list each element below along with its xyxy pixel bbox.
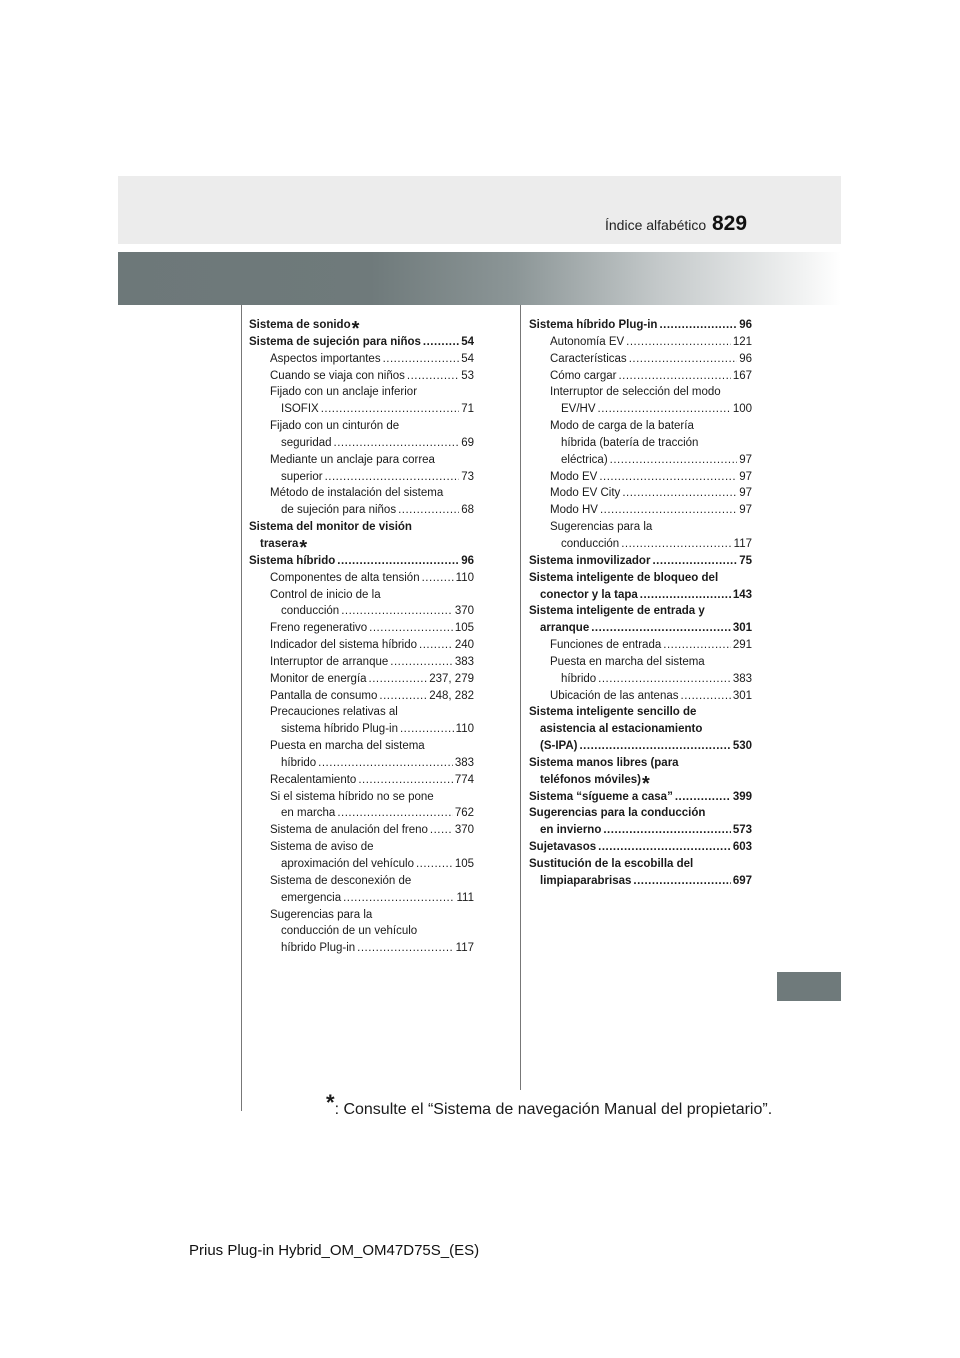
index-entry-text: seguridad	[281, 436, 332, 449]
side-index-tab	[777, 972, 841, 1001]
index-entry-text: Control de inicio de la	[270, 588, 381, 601]
footnote-asterisk: *	[299, 536, 308, 559]
dot-leader	[419, 637, 453, 654]
page-reference: 383	[454, 655, 474, 668]
index-entry-text: Sistema de sonido	[249, 319, 351, 331]
index-entry	[529, 603, 752, 620]
dot-leader	[398, 502, 459, 519]
index-entry-text: Sistema inteligente de bloqueo del	[529, 571, 719, 584]
index-entry	[529, 873, 752, 890]
index-entry	[249, 452, 474, 469]
dot-leader	[343, 890, 454, 907]
page-reference: 573	[732, 824, 752, 837]
page-reference: 54	[461, 335, 474, 348]
index-entry-text: Puesta en marcha del sistema	[270, 740, 425, 753]
footnote-marker: *	[326, 1090, 335, 1115]
index-entry	[249, 805, 474, 822]
index-entry	[529, 553, 752, 570]
footnote-asterisk: *	[641, 772, 650, 795]
page-reference: 603	[732, 841, 752, 854]
index-entry	[249, 317, 474, 340]
index-entry-text: de sujeción para niños	[281, 504, 397, 517]
footnote-asterisk: *	[351, 317, 360, 340]
index-entry	[249, 384, 474, 401]
page-reference: 105	[454, 858, 474, 870]
page-reference: 240	[454, 639, 474, 652]
index-entry	[529, 856, 752, 873]
gradient-banner	[118, 252, 841, 305]
index-entry	[249, 587, 474, 604]
index-entry-text: Componentes de alta tensión	[270, 571, 420, 584]
page-reference: 370	[454, 824, 474, 837]
index-entry-text: Autonomía EV	[550, 335, 625, 348]
index-entry	[529, 384, 752, 401]
footnote	[326, 1090, 772, 1119]
index-entry-text: Sistema híbrido Plug-in	[529, 319, 658, 331]
dot-leader	[610, 452, 738, 469]
page-reference: 301	[732, 689, 752, 702]
index-entry	[529, 654, 752, 671]
page-reference: 96	[739, 352, 752, 365]
index-entry-text: (S-IPA)	[540, 740, 578, 753]
index-entry-text: Sistema de desconexión de	[270, 874, 412, 887]
page-reference: 110	[455, 723, 474, 736]
index-entry	[249, 637, 474, 654]
index-entry	[249, 822, 474, 839]
dot-leader	[407, 368, 459, 385]
index-entry	[249, 755, 474, 772]
dot-leader	[325, 469, 460, 486]
index-column-right	[529, 317, 752, 890]
index-entry-text: Mediante un anclaje para correa	[270, 453, 435, 466]
index-entry-text: Sistema de anulación del freno	[270, 824, 428, 837]
dot-leader	[659, 317, 737, 334]
dot-leader	[598, 671, 731, 688]
index-entry	[249, 502, 474, 519]
index-entry	[529, 502, 752, 519]
index-entry	[529, 570, 752, 587]
dot-leader	[430, 822, 453, 839]
index-entry	[529, 805, 752, 822]
dot-leader	[422, 570, 454, 587]
index-entry	[529, 637, 752, 654]
index-entry	[529, 452, 752, 469]
index-entry-text: en invierno	[540, 824, 602, 837]
index-entry	[529, 519, 752, 536]
index-entry-text: Características	[550, 352, 627, 365]
index-entry-text: aproximación del vehículo	[281, 858, 414, 870]
dot-leader	[618, 368, 730, 385]
index-entry	[529, 351, 752, 368]
index-entry-text: Fijado con un anclaje inferior	[270, 386, 418, 399]
index-entry	[249, 334, 474, 351]
page-reference: 97	[739, 453, 752, 466]
index-entry	[529, 469, 752, 486]
dot-leader	[383, 351, 460, 368]
index-column-left	[249, 317, 474, 957]
index-entry-text: sistema híbrido Plug-in	[281, 723, 398, 736]
page-reference: 73	[461, 470, 474, 483]
page-reference: 53	[461, 369, 474, 382]
index-entry-text: conducción	[281, 605, 340, 618]
index-entry	[529, 822, 752, 839]
index-entry	[249, 839, 474, 856]
page-reference: 96	[739, 319, 752, 331]
index-entry-text: Fijado con un cinturón de	[270, 420, 400, 433]
index-entry-text: Cómo cargar	[550, 369, 617, 382]
page-reference: 291	[732, 639, 752, 652]
dot-leader	[622, 485, 737, 502]
index-entry	[249, 789, 474, 806]
page-reference: 237, 279	[429, 672, 474, 685]
index-entry	[529, 721, 752, 738]
dot-leader	[400, 721, 454, 738]
index-entry-text: ISOFIX	[281, 403, 319, 416]
index-entry-text: teléfonos móviles)	[540, 773, 641, 786]
dot-leader	[591, 620, 731, 637]
dot-leader	[379, 688, 427, 705]
index-entry-text: Puesta en marcha del sistema	[550, 655, 705, 668]
index-entry	[249, 940, 474, 957]
index-entry-text: conector y la tapa	[540, 588, 638, 601]
index-entry	[529, 317, 752, 334]
index-entry	[249, 351, 474, 368]
dot-leader	[640, 587, 731, 604]
dot-leader	[600, 502, 737, 519]
index-entry-text: Pantalla de consumo	[270, 689, 378, 702]
page-reference: 143	[732, 588, 752, 601]
dot-leader	[416, 856, 453, 873]
index-entry-text: eléctrica)	[561, 453, 608, 466]
index-entry-text: Precauciones relativas al	[270, 706, 398, 719]
index-entry-text: Sustitución de la escobilla del	[529, 858, 694, 870]
index-entry-text: Modo EV	[550, 470, 598, 483]
index-entry-text: Sugerencias para la	[270, 908, 373, 921]
dot-leader	[675, 789, 731, 806]
page-reference: 100	[732, 403, 752, 416]
index-entry-text: Modo EV City	[550, 487, 621, 500]
index-entry	[529, 485, 752, 502]
dot-leader	[598, 839, 731, 856]
page-reference: 117	[733, 537, 752, 550]
index-entry-text: conducción de un vehículo	[281, 925, 418, 938]
index-entry-text: asistencia al estacionamiento	[540, 723, 703, 736]
index-entry	[249, 890, 474, 907]
page-reference: 75	[739, 554, 752, 567]
index-entry	[529, 435, 752, 452]
index-entry-text: Sugerencias para la	[550, 521, 653, 534]
index-entry	[249, 704, 474, 721]
dot-leader	[633, 873, 730, 890]
dot-leader	[629, 351, 738, 368]
dot-leader	[318, 755, 453, 772]
page-reference: 117	[455, 942, 474, 955]
index-entry-text: Sistema híbrido	[249, 554, 336, 567]
index-entry-text: Si el sistema híbrido no se pone	[270, 790, 434, 803]
index-entry-text: híbrida (batería de tracción	[561, 436, 699, 449]
index-entry-text: limpiaparabrisas	[540, 874, 632, 887]
index-entry-text: híbrido Plug-in	[281, 942, 356, 955]
index-entry-text: Sistema inmovilizador	[529, 554, 651, 567]
page-reference: 383	[732, 672, 752, 685]
index-entry-text: arranque	[540, 622, 590, 635]
index-entry-text: Funciones de entrada	[550, 639, 662, 652]
index-entry	[249, 553, 474, 570]
index-entry	[249, 401, 474, 418]
index-entry-text: Interruptor de selección del modo	[550, 386, 721, 399]
index-entry	[249, 772, 474, 789]
index-entry	[529, 334, 752, 351]
page-reference: 97	[739, 487, 752, 500]
index-entry	[249, 923, 474, 940]
index-entry	[249, 536, 474, 559]
dot-leader	[369, 671, 428, 688]
page-reference: 697	[732, 874, 752, 887]
page-reference: 54	[461, 352, 474, 365]
index-entry-text: emergencia	[281, 891, 342, 904]
index-entry-text: híbrido	[561, 672, 597, 685]
index-entry	[529, 536, 752, 553]
index-entry-text: Sistema de sujeción para niños	[249, 335, 421, 348]
dot-leader	[603, 822, 730, 839]
index-entry-text: Monitor de energía	[270, 672, 367, 685]
index-entry	[529, 789, 752, 806]
index-entry-text: Sistema “sígueme a casa”	[529, 790, 673, 803]
index-entry-text: en marcha	[281, 807, 336, 820]
page-reference: 105	[454, 622, 474, 635]
index-entry	[249, 469, 474, 486]
index-entry-text: Aspectos importantes	[270, 352, 381, 365]
index-entry-text: superior	[281, 470, 323, 483]
dot-leader	[598, 401, 731, 418]
index-entry-text: Freno regenerativo	[270, 622, 368, 635]
dot-leader	[357, 940, 454, 957]
page-reference: 71	[461, 403, 474, 416]
index-entry-text: Sistema manos libres (para	[529, 756, 679, 769]
index-entry	[529, 772, 752, 795]
index-entry-text: EV/HV	[561, 403, 596, 416]
index-entry	[529, 671, 752, 688]
dot-leader	[423, 334, 459, 351]
index-entry	[249, 688, 474, 705]
page-reference: 111	[456, 891, 474, 904]
index-entry	[529, 738, 752, 755]
document-id: Prius Plug-in Hybrid_OM_OM47D75S_(ES)	[189, 1242, 480, 1259]
page-reference: 399	[732, 790, 752, 803]
page-reference: 774	[454, 773, 474, 786]
dot-leader	[626, 334, 731, 351]
index-entry	[249, 873, 474, 890]
dot-leader	[341, 603, 453, 620]
page-reference: 762	[454, 807, 474, 820]
index-entry	[529, 368, 752, 385]
index-entry-text: híbrido	[281, 756, 317, 769]
page-reference: 301	[732, 622, 752, 635]
dot-leader	[663, 637, 731, 654]
index-entry	[249, 570, 474, 587]
index-entry	[249, 368, 474, 385]
dot-leader	[681, 688, 731, 705]
index-entry	[529, 418, 752, 435]
index-entry-text: Cuando se viaja con niños	[270, 369, 405, 382]
page-reference: 248, 282	[429, 689, 474, 702]
dot-leader	[334, 435, 460, 452]
page-reference: 530	[732, 740, 752, 753]
page-reference: 370	[454, 605, 474, 618]
index-entry	[249, 620, 474, 637]
dot-leader	[337, 553, 459, 570]
index-entry	[249, 418, 474, 435]
index-entry	[249, 654, 474, 671]
page-number: 829	[712, 212, 748, 235]
dot-leader	[358, 772, 453, 789]
index-entry	[249, 721, 474, 738]
index-entry-text: Sujetavasos	[529, 841, 597, 854]
dot-leader	[337, 805, 452, 822]
page-reference: 96	[461, 554, 474, 567]
index-entry	[249, 738, 474, 755]
index-entry	[529, 688, 752, 705]
index-entry	[529, 587, 752, 604]
index-entry	[249, 603, 474, 620]
index-entry	[249, 485, 474, 502]
index-entry	[529, 704, 752, 721]
dot-leader	[599, 469, 737, 486]
index-entry-text: Indicador del sistema híbrido	[270, 639, 418, 652]
page-reference: 121	[732, 335, 752, 348]
index-entry-text: Sistema del monitor de visión	[249, 521, 412, 534]
index-entry-text: Sistema inteligente sencillo de	[529, 706, 697, 719]
page-reference: 167	[732, 369, 752, 382]
dot-leader	[652, 553, 737, 570]
index-entry-text: Sistema inteligente de entrada y	[529, 605, 705, 618]
page-reference: 69	[461, 436, 474, 449]
page-reference: 110	[455, 571, 474, 584]
footnote-text: : Consulte el “Sistema de navegación Manual del propietario”.	[334, 1101, 773, 1118]
index-entry-text: conducción	[561, 537, 620, 550]
index-entry-text: Ubicación de las antenas	[550, 689, 679, 702]
index-entry	[249, 671, 474, 688]
index-entry	[529, 839, 752, 856]
index-entry-text: Recalentamiento	[270, 773, 357, 786]
page-reference: 68	[461, 504, 474, 517]
index-entry	[249, 856, 474, 873]
page-reference: 97	[739, 504, 752, 517]
index-entry	[529, 755, 752, 772]
column-rule-left	[241, 305, 242, 1111]
dot-leader	[390, 654, 453, 671]
section-title: Índice alfabético	[605, 217, 707, 233]
index-entry-text: Método de instalación del sistema	[270, 487, 444, 500]
column-rule-middle	[520, 305, 521, 1090]
index-entry	[529, 401, 752, 418]
index-entry-text: Modo HV	[550, 504, 598, 517]
dot-leader	[579, 738, 730, 755]
dot-leader	[321, 401, 460, 418]
index-entry	[249, 519, 474, 536]
index-entry-text: Sugerencias para la conducción	[529, 807, 706, 820]
index-entry-text: Sistema de aviso de	[270, 841, 374, 854]
index-entry	[249, 435, 474, 452]
dot-leader	[369, 620, 453, 637]
index-entry-text: Modo de carga de la batería	[550, 420, 694, 433]
dot-leader	[621, 536, 731, 553]
index-entry-text: trasera	[260, 537, 299, 550]
index-entry	[529, 620, 752, 637]
index-entry	[249, 907, 474, 924]
index-entry-text: Interruptor de arranque	[270, 655, 389, 668]
page-reference: 383	[454, 756, 474, 769]
page-reference: 97	[739, 470, 752, 483]
